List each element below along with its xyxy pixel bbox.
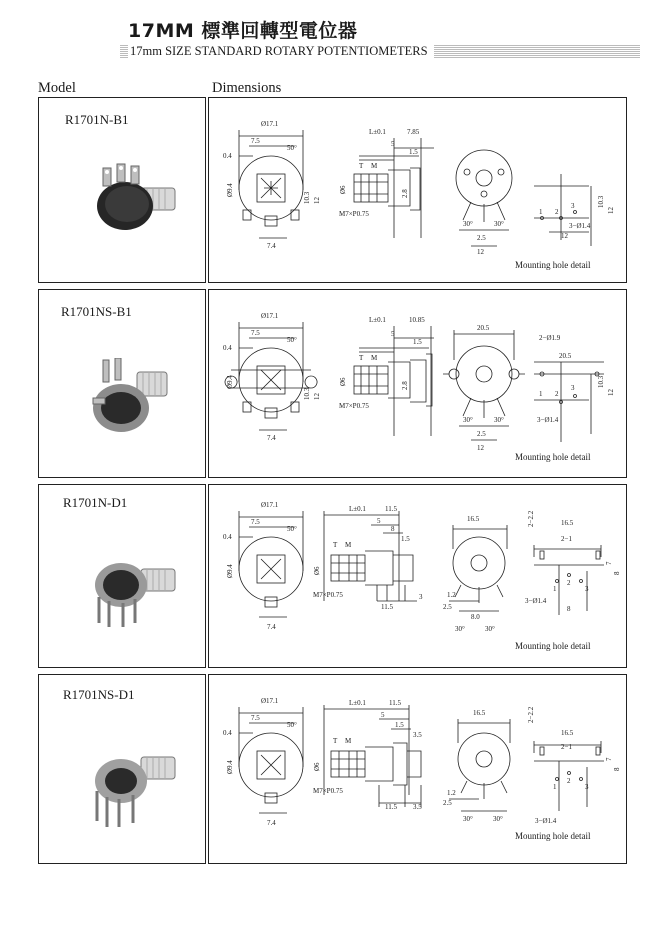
dim-label: 1 bbox=[553, 783, 557, 791]
dim-label: 1.2 bbox=[447, 591, 456, 599]
dim-label: 16.5 bbox=[561, 729, 574, 737]
dim-label: 2−1 bbox=[561, 743, 572, 751]
dim-label: 7.85 bbox=[407, 128, 420, 136]
dim-label: 8 bbox=[613, 767, 621, 771]
dim-label: 30° bbox=[463, 416, 473, 424]
dim-label: M bbox=[371, 354, 378, 362]
page-title: 17MM 標準回轉型電位器 bbox=[128, 20, 358, 42]
dim-label: 30° bbox=[455, 625, 465, 633]
dim-label: 3.5 bbox=[413, 803, 422, 811]
dim-label: 2 bbox=[567, 579, 571, 587]
dim-label: 20.5 bbox=[477, 324, 490, 332]
dim-label: 1.5 bbox=[401, 535, 410, 543]
dim-label: 12 bbox=[561, 232, 568, 240]
dim-label: M7×P0.75 bbox=[313, 591, 343, 599]
dimension-drawing bbox=[209, 98, 628, 284]
dim-label: 10.3 bbox=[597, 375, 605, 388]
model-column-header: Model bbox=[38, 80, 76, 96]
dim-label: 1.5 bbox=[409, 148, 418, 156]
dim-label: 16.5 bbox=[467, 515, 480, 523]
dim-label: 16.5 bbox=[473, 709, 486, 717]
dim-label: Ø6 bbox=[339, 377, 347, 386]
dim-label: 50° bbox=[287, 721, 297, 729]
model-name: R1701N-B1 bbox=[65, 112, 129, 127]
model-cell-3 bbox=[38, 484, 206, 668]
dim-label: 10.3 bbox=[597, 195, 605, 208]
dim-label: Ø17.1 bbox=[261, 312, 279, 320]
dim-label: M7×P0.75 bbox=[313, 787, 343, 795]
dim-label: 30° bbox=[485, 625, 495, 633]
dim-label: 2.5 bbox=[477, 234, 486, 242]
dim-label: 10.3 bbox=[303, 191, 311, 204]
mounting-hole-note: Mounting hole detail bbox=[515, 260, 591, 270]
dim-label: 12 bbox=[477, 444, 484, 452]
dim-label: 50° bbox=[287, 336, 297, 344]
dim-label: 7.5 bbox=[251, 714, 260, 722]
dim-label: 7 bbox=[605, 561, 613, 565]
model-cell-1 bbox=[38, 97, 206, 283]
dim-label: Ø9.4 bbox=[226, 183, 234, 197]
dim-label: 2 bbox=[567, 777, 571, 785]
dimensions-column-header: Dimensions bbox=[212, 80, 282, 96]
dimensions-cell-1 bbox=[208, 97, 627, 283]
dim-label: 8 bbox=[391, 525, 395, 533]
dim-label: 20.5 bbox=[559, 352, 572, 360]
dim-label: Ø6 bbox=[339, 185, 347, 194]
dim-label: T bbox=[333, 737, 338, 745]
dim-label: 10.85 bbox=[409, 316, 425, 324]
model-cell-4 bbox=[38, 674, 206, 864]
dim-label: L±0.1 bbox=[349, 505, 366, 513]
dim-label: 8 bbox=[613, 571, 621, 575]
dim-label: 30° bbox=[463, 220, 473, 228]
dim-label: 2.8 bbox=[401, 189, 409, 198]
dimensions-cell-4 bbox=[208, 674, 627, 864]
dim-label: 2.5 bbox=[443, 603, 452, 611]
dim-label: T bbox=[359, 354, 364, 362]
dim-label: T bbox=[333, 541, 338, 549]
dim-label: 3−Ø1.4 bbox=[569, 222, 591, 230]
dim-label: 3 bbox=[419, 593, 423, 601]
dim-label: Ø9.4 bbox=[226, 564, 234, 578]
dim-label: 2.5 bbox=[443, 799, 452, 807]
dim-label: 12 bbox=[477, 248, 484, 256]
dim-label: 3 bbox=[585, 585, 589, 593]
dim-label: M bbox=[345, 737, 352, 745]
dim-label: 2−2.2 bbox=[527, 706, 535, 723]
dim-label: 2−1 bbox=[561, 535, 572, 543]
dim-label: M bbox=[371, 162, 378, 170]
dim-label: Ø9.4 bbox=[226, 760, 234, 774]
dim-label: 2 bbox=[555, 208, 559, 216]
dim-label: Ø17.1 bbox=[261, 501, 279, 509]
dim-label: 7.5 bbox=[251, 329, 260, 337]
dim-label: 0.4 bbox=[223, 152, 232, 160]
dim-label: 5 bbox=[391, 330, 395, 338]
dim-label: 7 bbox=[605, 757, 613, 761]
potentiometer-photo bbox=[85, 747, 195, 831]
dim-label: 3−Ø1.4 bbox=[537, 416, 559, 424]
dim-label: M bbox=[345, 541, 352, 549]
page-subtitle: 17mm SIZE STANDARD ROTARY POTENTIOMETERS bbox=[128, 44, 434, 58]
dim-label: 12 bbox=[607, 207, 615, 214]
dim-label: 30° bbox=[494, 220, 504, 228]
dim-label: 3.5 bbox=[413, 731, 422, 739]
dim-label: 3−Ø1.4 bbox=[535, 817, 557, 825]
dim-label: 1.2 bbox=[447, 789, 456, 797]
dim-label: 3−Ø1.4 bbox=[525, 597, 547, 605]
dim-label: 7.4 bbox=[267, 819, 276, 827]
dim-label: 11.5 bbox=[389, 699, 401, 707]
dim-label: 2.8 bbox=[401, 381, 409, 390]
dim-label: 30° bbox=[494, 416, 504, 424]
dim-label: 50° bbox=[287, 144, 297, 152]
dim-label: 1.5 bbox=[395, 721, 404, 729]
mounting-hole-note: Mounting hole detail bbox=[515, 831, 591, 841]
dim-label: 1 bbox=[539, 208, 543, 216]
dim-label: 16.5 bbox=[561, 519, 574, 527]
model-name: R1701NS-D1 bbox=[63, 687, 135, 702]
potentiometer-photo bbox=[89, 160, 189, 250]
dim-label: L±0.1 bbox=[349, 699, 366, 707]
dim-label: 7.5 bbox=[251, 137, 260, 145]
dim-label: 11.5 bbox=[381, 603, 393, 611]
dim-label: L±0.1 bbox=[369, 128, 386, 136]
dim-label: 7.4 bbox=[267, 434, 276, 442]
dim-label: 30° bbox=[493, 815, 503, 823]
dim-label: 1.5 bbox=[413, 338, 422, 346]
dim-label: 7.4 bbox=[267, 623, 276, 631]
dimensions-cell-3 bbox=[208, 484, 627, 668]
model-name: R1701N-D1 bbox=[63, 495, 128, 510]
dim-label: 2−2.2 bbox=[527, 510, 535, 527]
dim-label: Ø17.1 bbox=[261, 697, 279, 705]
dim-label: 0.4 bbox=[223, 344, 232, 352]
dim-label: 5 bbox=[391, 140, 395, 148]
dim-label: 1 bbox=[553, 585, 557, 593]
dim-label: 30° bbox=[463, 815, 473, 823]
dim-label: M7×P0.75 bbox=[339, 402, 369, 410]
dim-label: 3 bbox=[571, 202, 575, 210]
dim-label: Ø6 bbox=[313, 762, 321, 771]
dim-label: 11.5 bbox=[385, 803, 397, 811]
potentiometer-photo bbox=[85, 553, 195, 633]
mounting-hole-note: Mounting hole detail bbox=[515, 641, 591, 651]
dimensions-cell-2 bbox=[208, 289, 627, 478]
dim-label: 12 bbox=[313, 393, 321, 400]
dim-label: L±0.1 bbox=[369, 316, 386, 324]
dim-label: 3 bbox=[571, 384, 575, 392]
dim-label: 8.0 bbox=[471, 613, 480, 621]
dim-label: 2.5 bbox=[477, 430, 486, 438]
dim-label: 10.3 bbox=[303, 387, 311, 400]
dim-label: 7.4 bbox=[267, 242, 276, 250]
dim-label: Ø17.1 bbox=[261, 120, 279, 128]
dim-label: 3 bbox=[585, 783, 589, 791]
potentiometer-photo bbox=[87, 358, 187, 448]
dim-label: 1 bbox=[539, 390, 543, 398]
dim-label: 11.5 bbox=[385, 505, 397, 513]
dim-label: 5 bbox=[381, 711, 385, 719]
dim-label: 0.4 bbox=[223, 729, 232, 737]
dim-label: 12 bbox=[313, 197, 321, 204]
dim-label: T bbox=[359, 162, 364, 170]
dim-label: 12 bbox=[607, 389, 615, 396]
dim-label: 7.5 bbox=[251, 518, 260, 526]
dim-label: 8 bbox=[567, 605, 571, 613]
dim-label: M7×P0.75 bbox=[339, 210, 369, 218]
mounting-hole-note: Mounting hole detail bbox=[515, 452, 591, 462]
dim-label: 2−Ø1.9 bbox=[539, 334, 561, 342]
dim-label: Ø9.4 bbox=[226, 375, 234, 389]
dimension-drawing bbox=[209, 290, 628, 479]
model-name: R1701NS-B1 bbox=[61, 304, 132, 319]
dim-label: 50° bbox=[287, 525, 297, 533]
model-cell-2 bbox=[38, 289, 206, 478]
dim-label: 0.4 bbox=[223, 533, 232, 541]
dim-label: 2 bbox=[555, 390, 559, 398]
dim-label: Ø6 bbox=[313, 566, 321, 575]
dim-label: 5 bbox=[377, 517, 381, 525]
